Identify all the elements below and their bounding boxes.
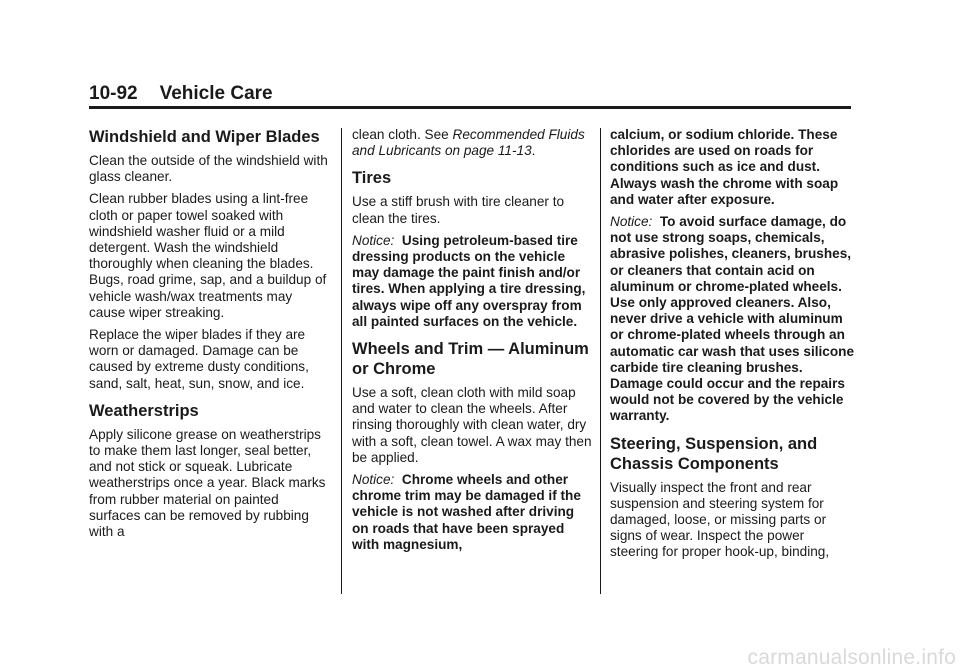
paragraph: Clean rubber blades using a lint-free cloth or paper towel soaked with windshield washer fluid or a mild detergent. Wash the windshield thoroughly when cleaning the blades. Bugs, road grime, sap, and a buildup of vehicle wash/wax treatments may cause wiper streaking.	[89, 191, 327, 320]
notice-text: Chrome wheels and other chrome trim may be damaged if the vehicle is not washed after driving on roads that have been sprayed with magnesium,	[352, 472, 581, 552]
section-title: Vehicle Care	[159, 83, 273, 104]
cross-reference-link[interactable]: Recommended Fluids and Lubricants on page 11-13	[352, 127, 585, 159]
heading-steering: Steering, Suspension, and Chassis Components	[610, 434, 818, 473]
paragraph: Clean the outside of the windshield with glass cleaner.	[89, 153, 328, 185]
column-divider-1	[341, 128, 342, 594]
heading-windshield: Windshield and Wiper Blades	[89, 128, 320, 146]
paragraph: Use a stiff brush with tire cleaner to clean the tires.	[352, 194, 565, 226]
notice-label: Notice:	[352, 472, 395, 488]
notice-tires	[352, 233, 592, 330]
column-1	[89, 127, 329, 546]
paragraph: Use a soft, clean cloth with mild soap and water to clean the wheels. After rinsing thoroughly with clean water, dry with a soft, clean towel. A wax may then be applied.	[352, 385, 592, 465]
paragraph: Replace the wiper blades if they are worn or damaged. Damage can be caused by extreme dusty conditions, sand, salt, heat, sun, snow, and ice.	[89, 327, 309, 391]
notice-text: Using petroleum-based tire dressing products on the vehicle may damage the paint finish and/or tires. When applying a tire dressing, always wipe off any overspray from all painted surfaces on the vehicle.	[352, 232, 586, 329]
notice-label: Notice:	[610, 214, 653, 230]
watermark: carmanualsonline.info	[747, 646, 956, 669]
paragraph: Apply silicone grease on weatherstrips to make them last longer, seal better, and not stick or squeak. Lubricate weatherstrips once a year. Black marks from rubber material on painted surfaces can be removed by rubbing with a	[89, 426, 326, 540]
text-run: clean cloth. See	[352, 127, 453, 142]
notice-continued: calcium, or sodium chloride. These chlorides are used on roads for conditions such as ice and dust. Always wash the chrome with soap and water after exposure.	[610, 127, 839, 207]
column-3	[610, 127, 855, 567]
page-header	[89, 83, 849, 105]
heading-weatherstrips: Weatherstrips	[89, 401, 199, 420]
notice-chrome	[352, 472, 592, 553]
paragraph-continued	[352, 127, 592, 159]
heading-wheels: Wheels and Trim — Aluminum or Chrome	[352, 340, 589, 379]
page-number: 10-92	[89, 83, 138, 104]
column-2	[352, 127, 592, 559]
header-rule	[89, 106, 851, 109]
notice-label: Notice:	[352, 232, 395, 248]
heading-tires: Tires	[352, 169, 392, 188]
text-run: .	[531, 143, 536, 159]
notice-surface-damage	[610, 214, 855, 425]
column-divider-2	[600, 128, 601, 594]
notice-text: To avoid surface damage, do not use strong soaps, chemicals, abrasive polishes, cleaners, brushes, or cleaners that contain acid on aluminum or chrome-plated wheels. Use only approved cleaners. Also, never drive a vehicle with aluminum or chrome-plated wheels through an automatic car wash that uses silicone carbide tire cleaning brushes. Damage could occur and the repairs would not be covered by the vehicle warranty.	[610, 214, 855, 424]
paragraph: Visually inspect the front and rear suspension and steering system for damaged, loose, or missing parts or signs of wear. Inspect the power steering for proper hook-up, binding,	[610, 479, 830, 560]
